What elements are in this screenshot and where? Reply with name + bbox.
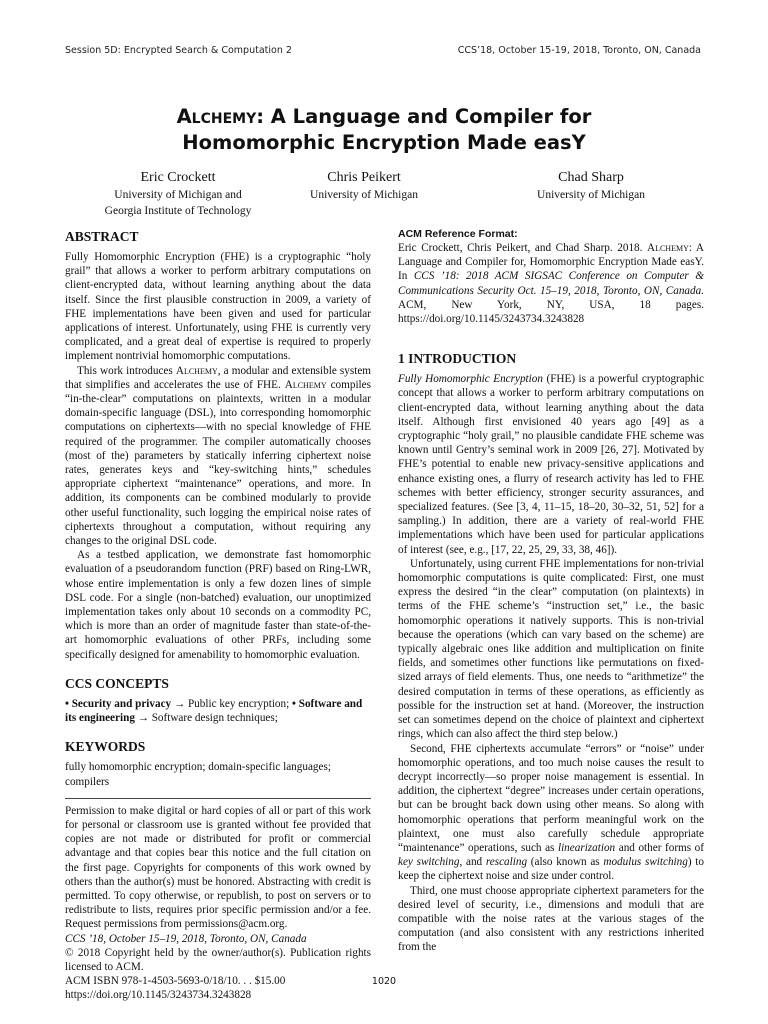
running-header-session: Session 5D: Encrypted Search & Computation 2: [65, 45, 292, 56]
author-block: [244, 168, 484, 203]
doi-link[interactable]: https://doi.org/10.1145/3243734.3243828: [65, 989, 252, 1002]
left-column: [65, 228, 371, 1003]
abstract-heading: ABSTRACT: [65, 229, 139, 244]
author-affiliation: Georgia Institute of Technology: [104, 205, 252, 217]
intro-paragraph: Second, FHE ciphertexts accumulate “errors” or “noise” under homomorphic operations, and too much noise causes the result to decrypt incorrectly—so proper noise management is essential. In addition, the ciphertext “degree” increases under certain operations, but can be brought back down using other means. So along with homomorphic operations that perform meaningful work on the plaintext, one must also carefully schedule appropriate “maintenance” operations, such as linearization and other forms of key switching, and rescaling (also known as modulus switching) to keep the ciphertext noise and size under control.: [398, 742, 704, 883]
ccs-concepts-text: • Security and privacy → Public key encryption; • Software and its engineering → Software design techniques;: [65, 697, 363, 725]
title-line2: Homomorphic Encryption Made easY: [182, 131, 586, 154]
footnote-divider: [65, 798, 371, 799]
title-line1: : A Language and Compiler for: [256, 105, 592, 128]
intro-paragraph: Fully Homomorphic Encryption (FHE) is a powerful cryptographic concept that allows a worker to perform arbitrary computations on client-encrypted data, without learning anything about the data itself. Although first envisioned 40 years ago [49] as a cryptographic “holy grail,” no plausible candidate FHE scheme was known until Gentry’s seminal work in 2009 [26, 27]. Motivated by FHE’s potential to enable new privacy-sensitive applications and enhance existing ones, a flurry of research activity has led to FHE schemes with better efficiency, stronger security assurances, and specialized features. (See [3, 4, 11–15, 18–20, 30–32, 51, 52] for a sampling.) In addition, there are a variety of real-world FHE implementations which have been used for particular applications of interest (see, e.g., [17, 22, 25, 29, 33, 38, 46]).: [398, 373, 704, 556]
author-name: Chad Sharp: [558, 170, 624, 185]
conference-line: CCS ’18, October 15–19, 2018, Toronto, ON, Canada: [65, 932, 307, 945]
author-block: [471, 168, 711, 203]
author-name: Eric Crockett: [140, 170, 216, 185]
title-alchemy: Alchemy: [176, 105, 257, 128]
abstract-paragraph: Fully Homomorphic Encryption (FHE) is a cryptographic “holy grail” that allows a worker to perform arbitrary computations on client-encrypted data, without learning anything about the data itself. Since the first plausible construction in 2009, a variety of FHE implementations have been given and used for particular applications of interest. Unfortunately, using FHE is currently very complicated, and a great deal of expertise is required to properly implement nontrivial homomorphic computations.: [65, 251, 371, 363]
reference-format-heading: ACM Reference Format:: [398, 228, 518, 240]
keywords-heading: KEYWORDS: [65, 739, 146, 755]
keywords-text: fully homomorphic encryption; domain-specific languages; compilers: [65, 761, 331, 788]
isbn-line: ACM ISBN 978-1-4503-5693-0/18/10. . . $15.00: [65, 975, 286, 988]
right-column: [398, 228, 704, 955]
intro-paragraph: Unfortunately, using current FHE implementations for non-trivial homomorphic computations is quite complicated: First, one must express the desired “in the clear” computation (on plaintexts) in terms of the FHE scheme’s “instruction set,” i.e., the basic homomorphic operations it natively supports. This is non-trivial because the operations (which can vary based on the scheme) are typically algebraic ones like addition and multiplication on finite fields, and sometimes other functions like permutations on fixed-sized arrays of field elements. Thus, one needs to “arithmetize” the desired computation in terms of these operations, as efficiently as possible for the instruction set at hand. (Moreover, the instruction set can sometimes depend on the choice of plaintext and ciphertext rings, which can also affect the third step below.): [398, 557, 704, 741]
author-affiliation: University of Michigan: [310, 189, 418, 201]
page-number: 1020: [371, 976, 397, 987]
paper-title: [0, 104, 768, 156]
intro-paragraph: Third, one must choose appropriate ciphertext parameters for the desired level of security, i.e., dimensions and moduli that are compatible with the noise rates at the various stages of the computation (and also consistent with any restrictions inherited from the: [398, 884, 704, 954]
author-affiliation: University of Michigan: [537, 189, 645, 201]
abstract-paragraph: As a testbed application, we demonstrate fast homomorphic evaluation of a pseudorandom function (PRF) based on Ring-LWR, whose entire implementation is only a few dozen lines of simple DSL code. For a single (non-batched) evaluation, our unoptimized implementation takes only about 10 seconds on a commodity PC, which is more than an order of magnitude faster than state-of-the-art homomorphic evaluations of other PRFs, including some specifically designed for amenability to homomorphic evaluation.: [65, 549, 371, 661]
ccs-concepts-heading: CCS CONCEPTS: [65, 675, 169, 691]
abstract-paragraph: This work introduces Alchemy, a modular and extensible system that simplifies and accelerates the use of FHE. Alchemy compiles “in-the-clear” computations on plaintexts, written in a modular domain-specific language (DSL), into corresponding homomorphic computations on ciphertexts—with no special knowledge of FHE required of the programmer. The compiler automatically chooses (most of the) parameters by statically inferring ciphertext noise rates, generates keys and “key-switching hints,” schedules appropriate ciphertext “maintenance” operations, and more. In addition, its components can be combined modularly to provide other useful functionality, such logging the empirical noise rates of ciphertexts throughout a computation, without requiring any changes to the original DSL code.: [65, 364, 372, 548]
reference-format-text: Eric Crockett, Chris Peikert, and Chad Sharp. 2018. Alchemy: A Language and Compiler for, Homomorphic Encryption Made easY. In CCS ’18: 2018 ACM SIGSAC Conference on Computer & Communications Security Oct. 15–19, 2018, Toronto, ON, Canada. ACM, New York, NY, USA, 18 pages. https://doi.org/10.1145/3243734.3243828: [398, 242, 704, 326]
copyright-line: © 2018 Copyright held by the owner/author(s). Publication rights licensed to ACM.: [65, 946, 371, 973]
author-name: Chris Peikert: [327, 170, 401, 185]
running-header-conference: CCS’18, October 15-19, 2018, Toronto, ON, Canada: [457, 45, 701, 56]
introduction-heading: 1 INTRODUCTION: [398, 351, 517, 367]
permission-notice: Permission to make digital or hard copies of all or part of this work for personal or classroom use is granted without fee provided that copies are not made or distributed for profit or commercial advantage and that copies bear this notice and the full citation on the first page. Copyrights for components of this work owned by others than the author(s) must be honored. Abstracting with credit is permitted. To copy otherwise, or republish, to post on servers or to redistribute to lists, requires prior specific permission and/or a fee. Request permissions from permissions@acm.org.: [65, 804, 371, 931]
author-affiliation: University of Michigan and: [114, 189, 242, 201]
